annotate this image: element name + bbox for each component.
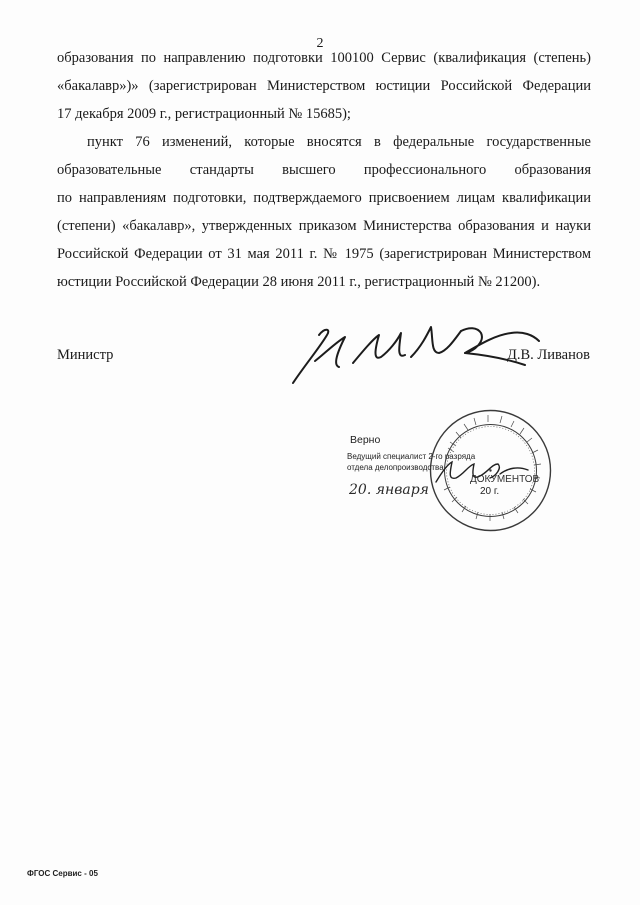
paragraph-2-line-5: Российской Федерации от 31 мая 2011 г. № 1975 (зарегистрирован Министерством	[57, 246, 591, 262]
certifier-department: отдела делопроизводства	[347, 463, 444, 472]
seal-inner-text: ДОКУМЕНТОВ	[470, 474, 540, 485]
paragraph-1-line-3: 17 декабря 2009 г., регистрационный № 15685);	[57, 106, 351, 122]
signatory-position: Министр	[57, 347, 114, 363]
certification-title: Верно	[350, 434, 381, 446]
paragraph-2-line-4: (степени) «бакалавр», утвержденных приказом Министерства образования и науки	[57, 218, 591, 234]
paragraph-2-line-6: юстиции Российской Федерации 28 июня 2011 г., регистрационный № 21200).	[57, 274, 541, 290]
paragraph-2-line-1: пункт 76 изменений, которые вносятся в федеральные государственные	[87, 134, 591, 150]
paragraph-1-line-1: образования по направлению подготовки 100100 Сервис (квалификация (степень)	[57, 50, 591, 66]
certifier-signature	[432, 454, 532, 490]
certifier-position: Ведущий специалист 2-го разряда	[347, 452, 476, 461]
signatory-name: Д.В. Ливанов	[507, 347, 590, 363]
paragraph-1-line-2: «бакалавр»)» (зарегистрирован Министерством юстиции Российской Федерации	[57, 78, 591, 94]
page-number: 2	[316, 36, 324, 51]
certification-year: 20 г.	[480, 486, 500, 497]
footer-doc-code: ФГОС Сервис - 05	[27, 869, 98, 878]
certification-date: 20. января	[349, 482, 429, 498]
paragraph-2-line-3: по направлениям подготовки, подтверждаемого присвоением лицам квалификации	[57, 190, 591, 206]
paragraph-2-line-2: образовательные стандарты высшего профессионального образования	[57, 162, 591, 178]
